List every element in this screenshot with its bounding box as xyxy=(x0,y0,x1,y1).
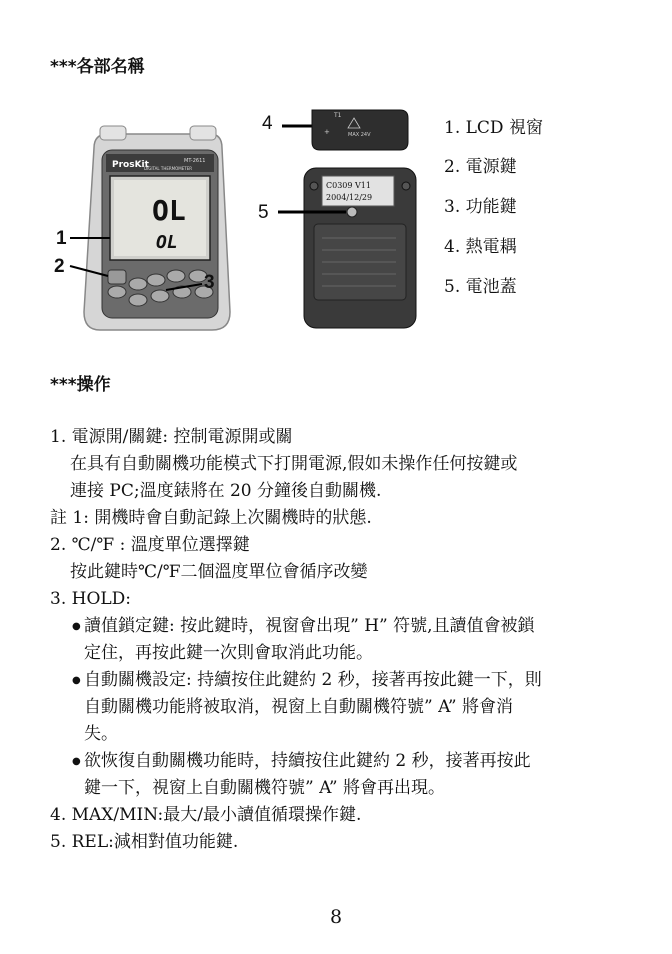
hold-bullet-3-line-2: 鍵一下，視窗上自動關機符號” A” 將會再出現。 xyxy=(84,778,445,798)
lcd-bottom-reading: OL xyxy=(156,232,178,253)
op-item-1-line-1: 在具有自動關機功能模式下打開電源,假如未操作任何按鍵或 xyxy=(70,454,518,474)
op-item-4: 4. MAX/MIN:最大/最小讀值循環操作鍵. xyxy=(50,805,362,825)
legend-item-3: 3. 功能鍵 xyxy=(444,197,517,217)
callout-2: 2 xyxy=(54,256,65,277)
op-item-1-line-2: 連接 PC;溫度錶將在 20 分鐘後自動關機. xyxy=(70,481,382,501)
hold-bullet-2-line-2: 自動關機功能將被取消，視窗上自動關機符號” A” 將會消 xyxy=(84,697,513,717)
callout-5: 5 xyxy=(258,202,269,223)
connector-t1-label: T1 xyxy=(334,112,342,119)
legend-item-2: 2. 電源鍵 xyxy=(444,157,517,177)
legend-item-1: 1. LCD 視窗 xyxy=(444,118,543,138)
op-item-2-title: 2. ℃/℉ : 溫度單位選擇鍵 xyxy=(50,535,250,555)
parts-title: ***各部名稱 xyxy=(50,57,145,77)
meter-model: MT-2611 xyxy=(184,158,206,164)
svg-text:+: + xyxy=(324,128,330,136)
callout-3: 3 xyxy=(204,272,215,293)
hold-bullet-1-line-1: ● 讀值鎖定鍵: 按此鍵時，視窗會出現” H” 符號,且讀值會被鎖 xyxy=(84,613,535,639)
op-note-1: 註 1: 開機時會自動記錄上次關機時的狀態. xyxy=(50,508,372,528)
thermocouple-connector-illustration xyxy=(264,104,414,154)
meter-back-illustration xyxy=(262,164,422,334)
hold-bullet-2-line-1: ● 自動關機設定: 持續按住此鍵約 2 秒，接著再按此鍵一下，則 xyxy=(84,667,542,693)
meter-front-illustration xyxy=(60,120,240,340)
callout-4: 4 xyxy=(262,113,273,134)
legend-item-5: 5. 電池蓋 xyxy=(444,277,517,297)
meter-brand: ProsKit xyxy=(112,160,149,170)
hold-bullet-2-line-3: 失。 xyxy=(84,724,118,744)
connector-max-label: MAX 24V xyxy=(348,132,371,138)
meter-subtitle: DIGITAL THERMOMETER xyxy=(144,166,192,171)
op-item-2-line-1: 按此鍵時℃/℉二個溫度單位會循序改變 xyxy=(70,562,368,582)
lcd-top-reading: OL xyxy=(152,194,186,227)
hold-bullet-3-line-1: ● 欲恢復自動關機功能時，持續按住此鍵約 2 秒，接著再按此 xyxy=(84,748,531,774)
page-number: 8 xyxy=(330,906,343,928)
back-sticker-line1: C0309 V11 xyxy=(326,181,371,190)
hold-bullet-1-line-2: 定住，再按此鍵一次則會取消此功能。 xyxy=(84,643,373,663)
legend-item-4: 4. 熱電耦 xyxy=(444,237,517,257)
callout-1: 1 xyxy=(56,228,67,249)
operation-title: ***操作 xyxy=(50,375,111,395)
op-item-5: 5. REL:減相對值功能鍵. xyxy=(50,832,239,852)
op-item-3-title: 3. HOLD: xyxy=(50,589,132,609)
op-item-1-title: 1. 電源開/關鍵: 控制電源開或關 xyxy=(50,427,293,447)
back-sticker-line2: 2004/12/29 xyxy=(326,193,373,202)
